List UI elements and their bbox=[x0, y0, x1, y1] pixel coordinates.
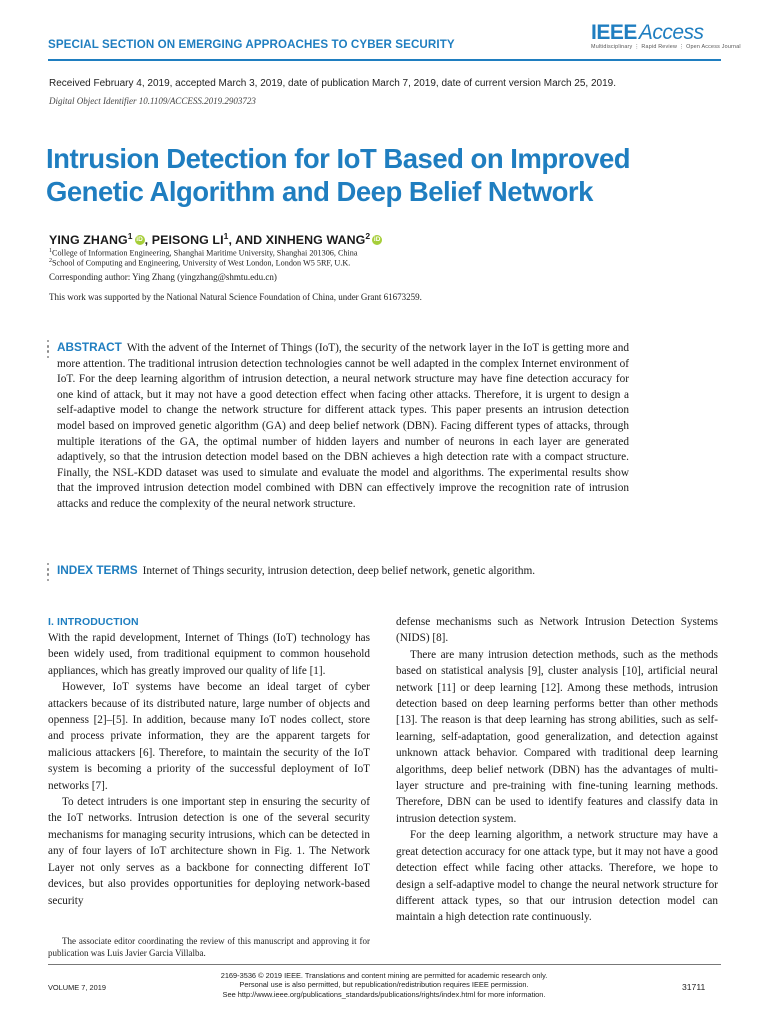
copyright-line-3[interactable]: See http://www.ieee.org/publications_standards/publications/rights/index.html for more information. bbox=[222, 989, 546, 999]
intro-paragraph-4: defense mechanisms such as Network Intrusion Detection Systems (NIDS) [8]. bbox=[396, 616, 718, 645]
affiliation-text: College of Information Engineering, Shanghai Maritime University, Shanghai 201306, China bbox=[52, 248, 358, 258]
orcid-icon[interactable]: iD bbox=[136, 236, 143, 244]
copyright-line-2: Personal use is also permitted, but republication/redistribution requires IEEE permission. bbox=[239, 980, 529, 990]
author-affil-sup-2: 1 bbox=[223, 231, 229, 241]
copyright-line-1: 2169-3536 © 2019 IEEE. Translations and content mining are permitted for academic research only. bbox=[220, 971, 548, 980]
section-heading-introduction: I. INTRODUCTION bbox=[48, 616, 139, 628]
received-dates: Received February 4, 2019, accepted March 3, 2019, date of publication March 7, 2019, date of current version March 25, 2019. bbox=[49, 78, 617, 89]
affiliation-number: 2 bbox=[49, 258, 52, 264]
intro-paragraph-2: However, IoT systems have become an ideal target of cyber attackers because of its distributed nature, large number of objects and openness [2]–[5]. In addition, because many IoT nodes collect, store and process private information, they are the apparent targets for malicious attackers [6]. Therefore, to maintain the security of the IoT system is becoming a priority of the successful deployment of IoT networks [7]. bbox=[48, 681, 370, 792]
affiliation-2 bbox=[49, 258, 350, 268]
author-affil-sup-3: 2 bbox=[365, 231, 371, 241]
doi-identifier[interactable]: Digital Object Identifier 10.1109/ACCESS.2019.2903723 bbox=[49, 96, 256, 106]
footer-copyright bbox=[200, 971, 568, 999]
logo-tagline: Multidisciplinary ⋮ Rapid Review ⋮ Open Access Journal bbox=[591, 44, 741, 50]
title-line-2: Genetic Algorithm and Deep Belief Network bbox=[46, 176, 593, 207]
affiliation-number: 1 bbox=[49, 248, 52, 254]
logo-ieee-text: IEEE bbox=[591, 21, 637, 44]
title-line-1: Intrusion Detection for IoT Based on Improved bbox=[46, 143, 631, 174]
author-name-1[interactable]: YING ZHANG bbox=[49, 233, 128, 248]
page-number: 31711 bbox=[682, 982, 706, 992]
author-name-3[interactable]: , AND XINHENG WANG bbox=[228, 233, 366, 248]
abstract-dot-marker bbox=[47, 340, 50, 361]
affiliation-text: School of Computing and Engineering, University of West London, London W5 5RF, U.K. bbox=[52, 258, 351, 268]
index-terms-heading: INDEX TERMS bbox=[57, 563, 138, 577]
index-terms-text: Internet of Things security, intrusion detection, deep belief network, genetic algorithm. bbox=[142, 565, 536, 577]
funding-statement: This work was supported by the National Natural Science Foundation of China, under Grant 61673259. bbox=[49, 292, 422, 302]
abstract-text: With the advent of the Internet of Things (IoT), the security of the network layer in the IoT is getting more and more attention. The traditional intrusion detection technologies cannot be well adapted in the complex Internet environment of IoT. For the deep learning algorithm of intrusion detection, a neural network structure may have fine detection accuracy for one kind of attack, but it may not have a good detection effect when facing other attacks. Therefore, it is urgent to design a self-adaptive model to change the network structure for different attack types. This paper presents an intrusion detection model based on improved genetic algorithm (GA) and deep belief network (DBN). Facing different types of attacks, through multiple iterations of the GA, the optimal number of hidden layers and number of neurons in each layer are generated adaptively, so that the intrusion detection model based on the DBN achieves a high detection rate with a compact structure. Finally, the NSL-KDD dataset was used to simulate and evaluate the model and algorithms. The experimental results show that the improved intrusion detection model combined with DBN can effectively improve the recognition rate of intrusion attacks and reduce the complexity of the neural network structure. bbox=[57, 342, 629, 510]
index-terms-block bbox=[57, 563, 535, 577]
author-affil-sup-1: 1 bbox=[127, 231, 133, 241]
intro-paragraph-1: With the rapid development, Internet of Things (IoT) technology has been widely used, from traditional equipment to common household appliances, which has greatly improved our quality of life [1]. bbox=[48, 632, 370, 677]
index-terms-dot-marker bbox=[47, 563, 50, 584]
corresponding-author: Corresponding author: Ying Zhang (yingzhang@shmtu.edu.cn) bbox=[49, 272, 277, 282]
orcid-icon[interactable]: iD bbox=[373, 236, 381, 244]
intro-paragraph-5: There are many intrusion detection methods, such as the methods based on statistical analysis [9], cluster analysis [10], artificial neural network [11] or deep learning [12]. Among these methods, intrusion detection based on deep learning performs better than other methods [13]. The reason is that deep learning has strong abilities, such as self-learning, self-adaptation, good generalization, and detection against unknown attack behavior. Compared with traditional deep learning algorithms, deep belief network (DBN) has the advantages of multi-layer structure and pre-training with fine-tuning learning methods. Therefore, DBN can be used to identify features and classify data in intrusion detection system. bbox=[396, 648, 718, 825]
abstract-heading: ABSTRACT bbox=[57, 340, 122, 354]
footer-rule bbox=[48, 964, 721, 965]
author-name-2[interactable]: , PEISONG LI bbox=[144, 233, 224, 248]
header-rule bbox=[48, 59, 721, 61]
abstract-block bbox=[57, 340, 629, 513]
footer-volume: VOLUME 7, 2019 bbox=[48, 983, 106, 992]
right-column bbox=[396, 614, 718, 926]
intro-paragraph-3: To detect intruders is one important step in ensuring the security of the IoT networks. Intrusion detection is one of the several security mechanisms for managing security intrusions, which can be detected in any of four layers of IoT architecture shown in Fig. 1. The Network Layer not only serves as a backbone for connecting different IoT devices, but also provides opportunities for deploying network-based security bbox=[48, 796, 370, 907]
special-section-label: SPECIAL SECTION ON EMERGING APPROACHES TO CYBER SECURITY bbox=[48, 38, 455, 51]
author-list bbox=[49, 231, 382, 247]
editor-footnote: The associate editor coordinating the review of this manuscript and approving it for publication was Luis Javier Garcia Villalba. bbox=[48, 936, 370, 958]
ieee-access-logo bbox=[591, 21, 741, 57]
left-column bbox=[48, 614, 370, 909]
affiliation-1 bbox=[49, 248, 358, 258]
paper-title bbox=[46, 142, 646, 208]
intro-paragraph-6: For the deep learning algorithm, a network structure may have a great detection accuracy for one attack type, but it may not have a good detection effect while facing other attacks. Therefore, we hope to design a self-adaptive model to change the neural network structure for different attack types, so that our intrusion detection model can maintain a high detection rate continuously. bbox=[396, 829, 718, 924]
logo-access-text: Access bbox=[638, 21, 704, 44]
